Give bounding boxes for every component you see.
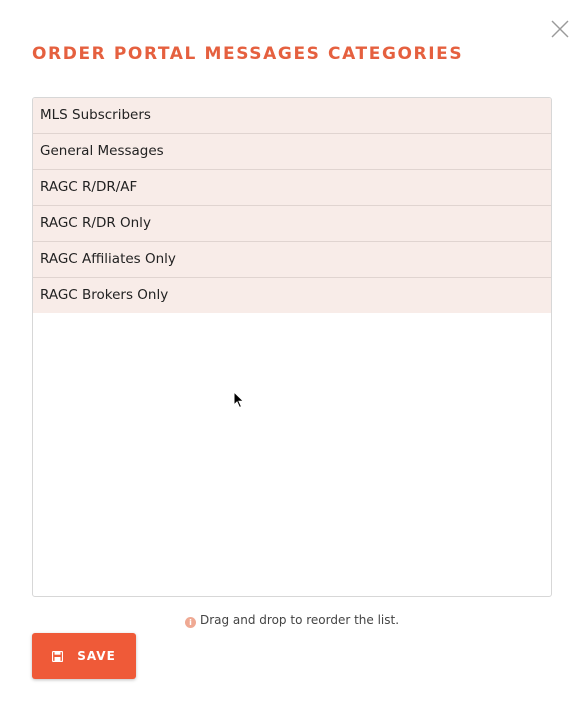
list-item[interactable]: General Messages — [33, 134, 551, 170]
reorder-hint — [0, 613, 584, 628]
close-icon — [549, 18, 571, 40]
modal-title: ORDER PORTAL MESSAGES CATEGORIES — [32, 44, 464, 64]
list-item[interactable]: MLS Subscribers — [33, 98, 551, 134]
floppy-disk-icon — [52, 651, 63, 662]
save-button[interactable] — [32, 633, 136, 679]
save-button-label: SAVE — [77, 649, 116, 663]
mouse-cursor-icon — [233, 391, 245, 409]
hint-text: Drag and drop to reorder the list. — [199, 613, 400, 627]
list-item[interactable]: RAGC Affiliates Only — [33, 242, 551, 278]
list-item[interactable]: RAGC Brokers Only — [33, 278, 551, 313]
info-icon: i — [185, 617, 196, 628]
sortable-category-list[interactable] — [32, 97, 552, 597]
close-button[interactable] — [549, 18, 571, 40]
list-item[interactable]: RAGC R/DR Only — [33, 206, 551, 242]
list-item[interactable]: RAGC R/DR/AF — [33, 170, 551, 206]
